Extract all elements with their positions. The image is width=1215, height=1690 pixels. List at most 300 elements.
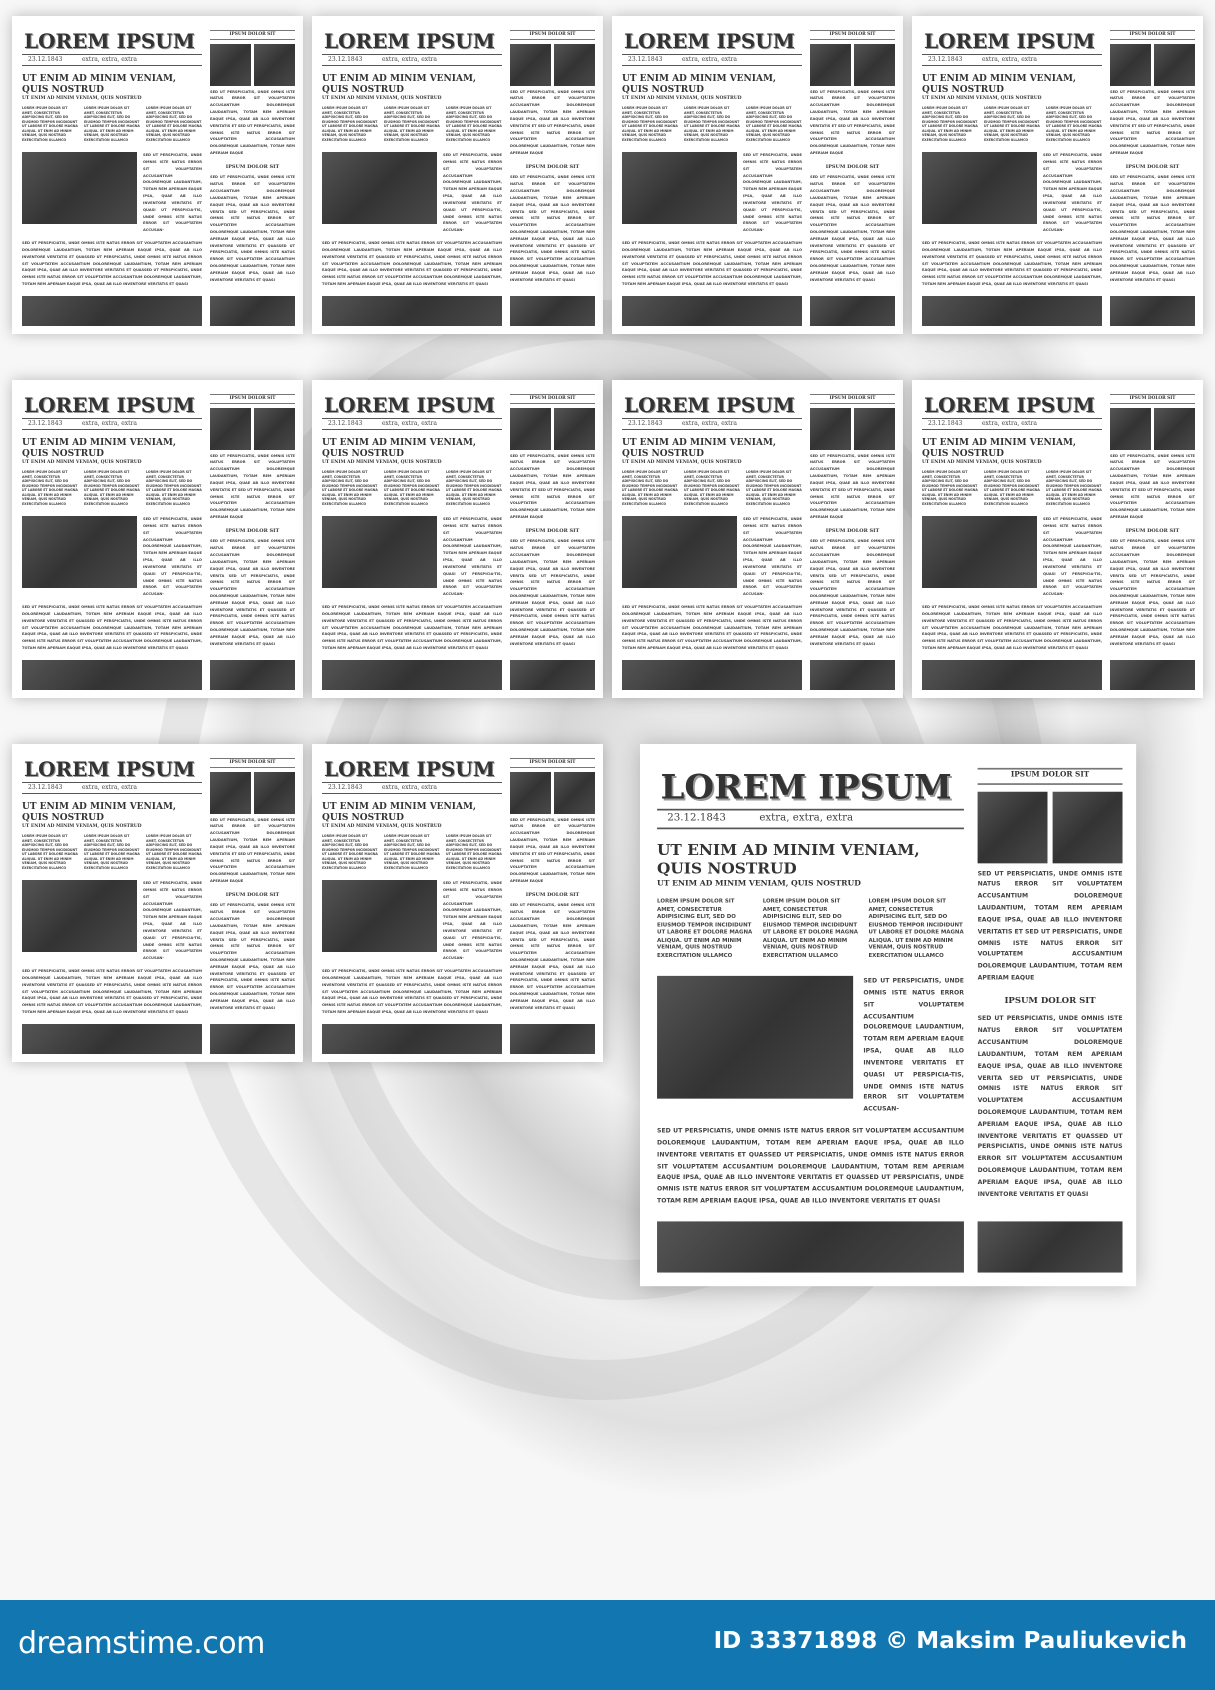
intro-columns [622, 470, 802, 506]
photo-row [922, 516, 1102, 598]
photo-placeholder [210, 44, 251, 86]
side-text: SED UT PERSPICIATIS, UNDE OMNIS ISTE NATUS ERROR SIT VOLUPTATEM ACCUSANTIUM DOLOREMQUE LAUDANTIUM, TOTAM REM APERIAM EAQUE IPSA, QUAE AB ILLO INVENTORE VERITATIS ET QUASI UT PERSPICIA-TIS, UNDE OMNIS ISTE NATUS ERROR SIT VOLUPTATEM ACCUSAN- [1043, 517, 1102, 597]
subhead: UT ENIM AD MINIM VENIAM, QUIS NOSTRUD [322, 460, 442, 466]
dateline [322, 782, 502, 794]
intro-text: LOREM IPSUM DOLOR SIT AMET, CONSECTETUR ADIPISICING ELIT, SED DO EIUSMOD TEMPOR INCIDIDUNT UT LABORE ET DOLORE MAGNA ALIQUA. UT ENIM AD MINIM VENIAM, QUIS NOSTRUD EXERCITATION ULLAMCO [446, 106, 502, 142]
photo-placeholder [854, 44, 895, 86]
photo-row [22, 152, 202, 234]
photo-row [322, 152, 502, 234]
photo-row [622, 516, 802, 598]
spacer [922, 652, 1102, 660]
intro-text: LOREM IPSUM DOLOR SIT AMET, CONSECTETUR ADIPISICING ELIT, SED DO EIUSMOD TEMPOR INCIDIDUNT UT LABORE ET DOLORE MAGNA ALIQUA. UT ENIM AD MINIM VENIAM, QUIS NOSTRUD EXERCITATION ULLAMCO [984, 470, 1040, 506]
photo-placeholder [1154, 44, 1195, 86]
intro-text: LOREM IPSUM DOLOR SIT AMET, CONSECTETUR ADIPISICING ELIT, SED DO EIUSMOD TEMPOR INCIDIDUNT UT LABORE ET DOLORE MAGNA ALIQUA. UT ENIM AD MINIM VENIAM, QUIS NOSTRUD EXERCITATION ULLAMCO [657, 897, 753, 959]
subhead: UT ENIM AD MINIM VENIAM, QUIS NOSTRUD [622, 460, 742, 466]
intro-text: LOREM IPSUM DOLOR SIT AMET, CONSECTETUR ADIPISICING ELIT, SED DO EIUSMOD TEMPOR INCIDIDUNT UT LABORE ET DOLORE MAGNA ALIQUA. UT ENIM AD MINIM VENIAM, QUIS NOSTRUD EXERCITATION ULLAMCO [684, 106, 740, 142]
intro-text: LOREM IPSUM DOLOR SIT AMET, CONSECTETUR ADIPISICING ELIT, SED DO EIUSMOD TEMPOR INCIDIDUNT UT LABORE ET DOLORE MAGNA ALIQUA. UT ENIM AD MINIM VENIAM, QUIS NOSTRUD EXERCITATION ULLAMCO [762, 897, 858, 959]
dateline [322, 418, 502, 430]
newspaper-page [312, 16, 603, 334]
intro-columns [22, 106, 202, 142]
sidebar-title: IPSUM DOLOR SIT [510, 758, 595, 768]
dateline [922, 418, 1102, 430]
intro-columns [622, 106, 802, 142]
side-text: SED UT PERSPICIATIS, UNDE OMNIS ISTE NATUS ERROR SIT VOLUPTATEM ACCUSANTIUM DOLOREMQUE LAUDANTIUM, TOTAM REM APERIAM EAQUE IPSA, QUAE AB ILLO INVENTORE VERITATIS ET QUASI UT PERSPICIA-TIS, UNDE OMNIS ISTE NATUS ERROR SIT VOLUPTATEM ACCUSAN- [443, 881, 502, 961]
sidebar-text: SED UT PERSPICIATIS, UNDE OMNIS ISTE NATUS ERROR SIT VOLUPTATEM ACCUSANTIUM DOLOREMQUE LAUDANTIUM, TOTAM REM APERIAM EAQUE IPSA, QUAE AB ILLO INVENTORE VERITATIS ET SED UT PERSPICIATIS, UNDE OMNIS ISTE NATUS ERROR SIT VOLUPTATEM ACCUSANTIUM DOLOREMQUE LAUDANTIUM, TOTAM REM APERIAM EAQUE [210, 453, 295, 520]
spacer [510, 648, 595, 656]
sidebar-title: IPSUM DOLOR SIT [525, 163, 580, 170]
tagline: extra, extra, extra [982, 56, 1038, 63]
intro-columns [322, 106, 502, 142]
sidebar-photos [510, 408, 595, 450]
sidebar-column [210, 394, 295, 690]
sidebar-column [1110, 394, 1195, 690]
photo-placeholder [1110, 44, 1151, 86]
photo-placeholder [254, 44, 295, 86]
sidebar-photos [1110, 408, 1195, 450]
masthead: LOREM IPSUM [924, 393, 1095, 417]
bottom-photo-placeholder [22, 296, 202, 326]
sidebar-photos [210, 772, 295, 814]
tagline: extra, extra, extra [682, 56, 738, 63]
sidebar-title: IPSUM DOLOR SIT [978, 768, 1123, 784]
intro-columns [322, 470, 502, 506]
side-text: SED UT PERSPICIATIS, UNDE OMNIS ISTE NATUS ERROR SIT VOLUPTATEM ACCUSANTIUM DOLOREMQUE LAUDANTIUM, TOTAM REM APERIAM EAQUE IPSA, QUAE AB ILLO INVENTORE VERITATIS ET QUASI UT PERSPICIA-TIS, UNDE OMNIS ISTE NATUS ERROR SIT VOLUPTATEM ACCUSAN- [743, 517, 802, 597]
sidebar-title: IPSUM DOLOR SIT [225, 163, 280, 170]
photo-placeholder [254, 408, 295, 450]
newspaper-page [612, 380, 903, 698]
headline: UT ENIM AD MINIM VENIAM, QUIS NOSTRUD [922, 73, 1077, 95]
photo-placeholder [810, 44, 851, 86]
intro-text: LOREM IPSUM DOLOR SIT AMET, CONSECTETUR ADIPISICING ELIT, SED DO EIUSMOD TEMPOR INCIDIDUNT UT LABORE ET DOLORE MAGNA ALIQUA. UT ENIM AD MINIM VENIAM, QUIS NOSTRUD EXERCITATION ULLAMCO [1046, 470, 1102, 506]
headline: UT ENIM AD MINIM VENIAM, QUIS NOSTRUD [322, 437, 477, 459]
tagline: extra, extra, extra [382, 784, 438, 791]
photo-row [322, 880, 502, 962]
spacer [322, 1016, 502, 1024]
bottom-photo-placeholder [978, 1221, 1123, 1272]
dateline [22, 418, 202, 430]
sidebar-photos [810, 44, 895, 86]
photo-placeholder [1110, 408, 1151, 450]
headline: UT ENIM AD MINIM VENIAM, QUIS NOSTRUD [22, 73, 177, 95]
bottom-photo-placeholder [22, 660, 202, 690]
tagline: extra, extra, extra [82, 56, 138, 63]
sidebar-text: SED UT PERSPICIATIS, UNDE OMNIS ISTE NATUS ERROR SIT VOLUPTATEM ACCUSANTIUM DOLOREMQUE LAUDANTIUM, TOTAM REM APERIAM EAQUE IPSA, QUAE AB ILLO INVENTORE VERITA SED UT PERSPICIATIS, UNDE OMNIS ISTE NATUS ERROR SIT VOLUPTATEM ACCUSANTIUM DOLOREMQUE LAUDANTIUM, TOTAM REM APERIAM EAQUE IPSA, QUAE AB ILLO INVENTORE VERITATIS ET QUASSED UT PERSPICIATIS, UNDE OMNIS ISTE NATUS ERROR SIT VOLUPTATEM ACCUSANTIUM DOLOREMQUE LAUDANTIUM, TOTAM REM APERIAM EAQUE IPSA, QUAE AB ILLO INVENTORE VERITATIS ET QUASI [510, 903, 595, 1010]
sidebar-title: IPSUM DOLOR SIT [1110, 30, 1195, 40]
photo-row [922, 152, 1102, 234]
sidebar-title: IPSUM DOLOR SIT [825, 163, 880, 170]
sidebar-title: IPSUM DOLOR SIT [810, 394, 895, 404]
side-text: SED UT PERSPICIATIS, UNDE OMNIS ISTE NATUS ERROR SIT VOLUPTATEM ACCUSANTIUM DOLOREMQUE LAUDANTIUM, TOTAM REM APERIAM EAQUE IPSA, QUAE AB ILLO INVENTORE VERITATIS ET QUASI UT PERSPICIA-TIS, UNDE OMNIS ISTE NATUS ERROR SIT VOLUPTATEM ACCUSAN- [443, 153, 502, 233]
newspaper-page [312, 380, 603, 698]
intro-text: LOREM IPSUM DOLOR SIT AMET, CONSECTETUR ADIPISICING ELIT, SED DO EIUSMOD TEMPOR INCIDIDUNT UT LABORE ET DOLORE MAGNA ALIQUA. UT ENIM AD MINIM VENIAM, QUIS NOSTRUD EXERCITATION ULLAMCO [446, 470, 502, 506]
sidebar-photos [210, 44, 295, 86]
tagline: extra, extra, extra [682, 420, 738, 427]
masthead: LOREM IPSUM [24, 393, 195, 417]
body-text: SED UT PERSPICIATIS, UNDE OMNIS ISTE NATUS ERROR SIT VOLUPTATEM ACCUSANTIUM DOLOREMQUE LAUDANTIUM, TOTAM REM APERIAM EAQUE IPSA, QUAE AB ILLO INVENTORE VERITATIS ET QUASSED UT PERSPICIATIS, UNDE OMNIS ISTE NATUS ERROR SIT VOLUPTATEM ACCUSANTIUM DOLOREMQUE LAUDANTIUM, TOTAM REM APERIAM EAQUE IPSA, QUAE AB ILLO INVENTORE VERITATIS ET QUASSED UT PERSPICIATIS, UNDE OMNIS ISTE NATUS ERROR SIT VOLUPTATEM ACCUSANTIUM DOLOREMQUE LAUDANTIUM, TOTAM REM APERIAM EAQUE IPSA, QUAE AB ILLO INVENTORE VERITATIS ET QUASI [322, 605, 502, 651]
sidebar-text: SED UT PERSPICIATIS, UNDE OMNIS ISTE NATUS ERROR SIT VOLUPTATEM ACCUSANTIUM DOLOREMQUE LAUDANTIUM, TOTAM REM APERIAM EAQUE IPSA, QUAE AB ILLO INVENTORE VERITA SED UT PERSPICIATIS, UNDE OMNIS ISTE NATUS ERROR SIT VOLUPTATEM ACCUSANTIUM DOLOREMQUE LAUDANTIUM, TOTAM REM APERIAM EAQUE IPSA, QUAE AB ILLO INVENTORE VERITATIS ET QUASSED UT PERSPICIATIS, UNDE OMNIS ISTE NATUS ERROR SIT VOLUPTATEM ACCUSANTIUM DOLOREMQUE LAUDANTIUM, TOTAM REM APERIAM EAQUE IPSA, QUAE AB ILLO INVENTORE VERITATIS ET QUASI [210, 903, 295, 1010]
bottom-photo-placeholder [810, 660, 895, 690]
sidebar-text: SED UT PERSPICIATIS, UNDE OMNIS ISTE NATUS ERROR SIT VOLUPTATEM ACCUSANTIUM DOLOREMQUE LAUDANTIUM, TOTAM REM APERIAM EAQUE IPSA, QUAE AB ILLO INVENTORE VERITA SED UT PERSPICIATIS, UNDE OMNIS ISTE NATUS ERROR SIT VOLUPTATEM ACCUSANTIUM DOLOREMQUE LAUDANTIUM, TOTAM REM APERIAM EAQUE IPSA, QUAE AB ILLO INVENTORE VERITATIS ET QUASSED UT PERSPICIATIS, UNDE OMNIS ISTE NATUS ERROR SIT VOLUPTATEM ACCUSANTIUM DOLOREMQUE LAUDANTIUM, TOTAM REM APERIAM EAQUE IPSA, QUAE AB ILLO INVENTORE VERITATIS ET QUASI [1110, 539, 1195, 646]
issue-date: 23.12.1843 [628, 420, 663, 427]
tagline: extra, extra, extra [82, 420, 138, 427]
sidebar-title: IPSUM DOLOR SIT [210, 30, 295, 40]
bottom-photo-placeholder [322, 1024, 502, 1054]
photo-placeholder [510, 772, 551, 814]
photo-placeholder [322, 152, 437, 224]
sidebar-column [210, 30, 295, 326]
photo-placeholder [854, 408, 895, 450]
photo-row [322, 516, 502, 598]
sidebar-title: IPSUM DOLOR SIT [510, 30, 595, 40]
photo-placeholder [510, 44, 551, 86]
subhead: UT ENIM AD MINIM VENIAM, QUIS NOSTRUD [22, 824, 142, 830]
intro-text: LOREM IPSUM DOLOR SIT AMET, CONSECTETUR ADIPISICING ELIT, SED DO EIUSMOD TEMPOR INCIDIDUNT UT LABORE ET DOLORE MAGNA ALIQUA. UT ENIM AD MINIM VENIAM, QUIS NOSTRUD EXERCITATION ULLAMCO [146, 106, 202, 142]
sidebar-photos [1110, 44, 1195, 86]
newspaper-page [912, 380, 1203, 698]
spacer [810, 284, 895, 292]
spacer [1110, 284, 1195, 292]
sidebar-text: SED UT PERSPICIATIS, UNDE OMNIS ISTE NATUS ERROR SIT VOLUPTATEM ACCUSANTIUM DOLOREMQUE LAUDANTIUM, TOTAM REM APERIAM EAQUE IPSA, QUAE AB ILLO INVENTORE VERITATIS ET SED UT PERSPICIATIS, UNDE OMNIS ISTE NATUS ERROR SIT VOLUPTATEM ACCUSANTIUM DOLOREMQUE LAUDANTIUM, TOTAM REM APERIAM EAQUE [510, 453, 595, 520]
photo-placeholder [22, 152, 137, 224]
dateline [657, 809, 964, 829]
bottom-photo-placeholder [622, 296, 802, 326]
intro-text: LOREM IPSUM DOLOR SIT AMET, CONSECTETUR ADIPISICING ELIT, SED DO EIUSMOD TEMPOR INCIDIDUNT UT LABORE ET DOLORE MAGNA ALIQUA. UT ENIM AD MINIM VENIAM, QUIS NOSTRUD EXERCITATION ULLAMCO [322, 834, 378, 870]
main-column [322, 394, 502, 690]
body-text: SED UT PERSPICIATIS, UNDE OMNIS ISTE NATUS ERROR SIT VOLUPTATEM ACCUSANTIUM DOLOREMQUE LAUDANTIUM, TOTAM REM APERIAM EAQUE IPSA, QUAE AB ILLO INVENTORE VERITATIS ET QUASSED UT PERSPICIATIS, UNDE OMNIS ISTE NATUS ERROR SIT VOLUPTATEM ACCUSANTIUM DOLOREMQUE LAUDANTIUM, TOTAM REM APERIAM EAQUE IPSA, QUAE AB ILLO INVENTORE VERITATIS ET QUASSED UT PERSPICIATIS, UNDE OMNIS ISTE NATUS ERROR SIT VOLUPTATEM ACCUSANTIUM DOLOREMQUE LAUDANTIUM, TOTAM REM APERIAM EAQUE IPSA, QUAE AB ILLO INVENTORE VERITATIS ET QUASI [22, 241, 202, 287]
spacer [810, 648, 895, 656]
sidebar-title: IPSUM DOLOR SIT [1110, 394, 1195, 404]
tagline: extra, extra, extra [982, 420, 1038, 427]
bottom-photo-placeholder [510, 660, 595, 690]
spacer [622, 652, 802, 660]
bottom-photo-placeholder [510, 1024, 595, 1054]
sidebar-column [810, 394, 895, 690]
photo-placeholder [810, 408, 851, 450]
intro-text: LOREM IPSUM DOLOR SIT AMET, CONSECTETUR ADIPISICING ELIT, SED DO EIUSMOD TEMPOR INCIDIDUNT UT LABORE ET DOLORE MAGNA ALIQUA. UT ENIM AD MINIM VENIAM, QUIS NOSTRUD EXERCITATION ULLAMCO [622, 470, 678, 506]
headline: UT ENIM AD MINIM VENIAM, QUIS NOSTRUD [622, 73, 777, 95]
main-column [22, 394, 202, 690]
photo-placeholder [510, 408, 551, 450]
intro-text: LOREM IPSUM DOLOR SIT AMET, CONSECTETUR ADIPISICING ELIT, SED DO EIUSMOD TEMPOR INCIDIDUNT UT LABORE ET DOLORE MAGNA ALIQUA. UT ENIM AD MINIM VENIAM, QUIS NOSTRUD EXERCITATION ULLAMCO [384, 834, 440, 870]
photo-row [622, 152, 802, 234]
photo-placeholder [210, 772, 251, 814]
sidebar-text: SED UT PERSPICIATIS, UNDE OMNIS ISTE NATUS ERROR SIT VOLUPTATEM ACCUSANTIUM DOLOREMQUE LAUDANTIUM, TOTAM REM APERIAM EAQUE IPSA, QUAE AB ILLO INVENTORE VERITA SED UT PERSPICIATIS, UNDE OMNIS ISTE NATUS ERROR SIT VOLUPTATEM ACCUSANTIUM DOLOREMQUE LAUDANTIUM, TOTAM REM APERIAM EAQUE IPSA, QUAE AB ILLO INVENTORE VERITATIS ET QUASSED UT PERSPICIATIS, UNDE OMNIS ISTE NATUS ERROR SIT VOLUPTATEM ACCUSANTIUM DOLOREMQUE LAUDANTIUM, TOTAM REM APERIAM EAQUE IPSA, QUAE AB ILLO INVENTORE VERITATIS ET QUASI [510, 539, 595, 646]
sidebar-text: SED UT PERSPICIATIS, UNDE OMNIS ISTE NATUS ERROR SIT VOLUPTATEM ACCUSANTIUM DOLOREMQUE LAUDANTIUM, TOTAM REM APERIAM EAQUE IPSA, QUAE AB ILLO INVENTORE VERITA SED UT PERSPICIATIS, UNDE OMNIS ISTE NATUS ERROR SIT VOLUPTATEM ACCUSANTIUM DOLOREMQUE LAUDANTIUM, TOTAM REM APERIAM EAQUE IPSA, QUAE AB ILLO INVENTORE VERITATIS ET QUASSED UT PERSPICIATIS, UNDE OMNIS ISTE NATUS ERROR SIT VOLUPTATEM ACCUSANTIUM DOLOREMQUE LAUDANTIUM, TOTAM REM APERIAM EAQUE IPSA, QUAE AB ILLO INVENTORE VERITATIS ET QUASI [510, 175, 595, 282]
newspaper-page [12, 16, 303, 334]
bottom-photo-placeholder [657, 1221, 964, 1272]
photo-placeholder [210, 408, 251, 450]
intro-columns [322, 834, 502, 870]
photo-placeholder [622, 152, 737, 224]
spacer [322, 652, 502, 660]
sidebar-title: IPSUM DOLOR SIT [1125, 527, 1180, 534]
photo-placeholder [22, 880, 137, 952]
spacer [210, 284, 295, 292]
sidebar-title: IPSUM DOLOR SIT [510, 394, 595, 404]
sidebar-column [510, 394, 595, 690]
bottom-photo-placeholder [210, 660, 295, 690]
issue-date: 23.12.1843 [328, 420, 363, 427]
subhead: UT ENIM AD MINIM VENIAM, QUIS NOSTRUD [22, 96, 142, 102]
intro-text: LOREM IPSUM DOLOR SIT AMET, CONSECTETUR ADIPISICING ELIT, SED DO EIUSMOD TEMPOR INCIDIDUNT UT LABORE ET DOLORE MAGNA ALIQUA. UT ENIM AD MINIM VENIAM, QUIS NOSTRUD EXERCITATION ULLAMCO [746, 470, 802, 506]
spacer [22, 288, 202, 296]
sidebar-text: SED UT PERSPICIATIS, UNDE OMNIS ISTE NATUS ERROR SIT VOLUPTATEM ACCUSANTIUM DOLOREMQUE LAUDANTIUM, TOTAM REM APERIAM EAQUE IPSA, QUAE AB ILLO INVENTORE VERITA SED UT PERSPICIATIS, UNDE OMNIS ISTE NATUS ERROR SIT VOLUPTATEM ACCUSANTIUM DOLOREMQUE LAUDANTIUM, TOTAM REM APERIAM EAQUE IPSA, QUAE AB ILLO INVENTORE VERITATIS ET QUASSED UT PERSPICIATIS, UNDE OMNIS ISTE NATUS ERROR SIT VOLUPTATEM ACCUSANTIUM DOLOREMQUE LAUDANTIUM, TOTAM REM APERIAM EAQUE IPSA, QUAE AB ILLO INVENTORE VERITATIS ET QUASI [810, 175, 895, 282]
newspaper-page [12, 380, 303, 698]
issue-date: 23.12.1843 [28, 420, 63, 427]
headline: UT ENIM AD MINIM VENIAM, QUIS NOSTRUD [22, 801, 177, 823]
side-text: SED UT PERSPICIATIS, UNDE OMNIS ISTE NATUS ERROR SIT VOLUPTATEM ACCUSANTIUM DOLOREMQUE LAUDANTIUM, TOTAM REM APERIAM EAQUE IPSA, QUAE AB ILLO INVENTORE VERITATIS ET QUASI UT PERSPICIA-TIS, UNDE OMNIS ISTE NATUS ERROR SIT VOLUPTATEM ACCUSAN- [143, 881, 202, 961]
sidebar-title: IPSUM DOLOR SIT [1004, 996, 1096, 1007]
bottom-photo-placeholder [1110, 296, 1195, 326]
subhead: UT ENIM AD MINIM VENIAM, QUIS NOSTRUD [22, 460, 142, 466]
headline: UT ENIM AD MINIM VENIAM, QUIS NOSTRUD [322, 801, 477, 823]
bottom-photo-placeholder [922, 660, 1102, 690]
main-column [657, 768, 964, 1272]
photo-row [22, 516, 202, 598]
image-credit: ID 33371898 © Maksim Pauliukevich [713, 1628, 1187, 1654]
body-text: SED UT PERSPICIATIS, UNDE OMNIS ISTE NATUS ERROR SIT VOLUPTATEM ACCUSANTIUM DOLOREMQUE LAUDANTIUM, TOTAM REM APERIAM EAQUE IPSA, QUAE AB ILLO INVENTORE VERITATIS ET QUASSED UT PERSPICIATIS, UNDE OMNIS ISTE NATUS ERROR SIT VOLUPTATEM ACCUSANTIUM DOLOREMQUE LAUDANTIUM, TOTAM REM APERIAM EAQUE IPSA, QUAE AB ILLO INVENTORE VERITATIS ET QUASSED UT PERSPICIATIS, UNDE OMNIS ISTE NATUS ERROR SIT VOLUPTATEM ACCUSANTIUM DOLOREMQUE LAUDANTIUM, TOTAM REM APERIAM EAQUE IPSA, QUAE AB ILLO INVENTORE VERITATIS ET QUASI [22, 969, 202, 1015]
spacer [1110, 648, 1195, 656]
spacer [510, 284, 595, 292]
tagline: extra, extra, extra [382, 56, 438, 63]
photo-placeholder [554, 772, 595, 814]
sidebar-text: SED UT PERSPICIATIS, UNDE OMNIS ISTE NATUS ERROR SIT VOLUPTATEM ACCUSANTIUM DOLOREMQUE LAUDANTIUM, TOTAM REM APERIAM EAQUE IPSA, QUAE AB ILLO INVENTORE VERITATIS ET SED UT PERSPICIATIS, UNDE OMNIS ISTE NATUS ERROR SIT VOLUPTATEM ACCUSANTIUM DOLOREMQUE LAUDANTIUM, TOTAM REM APERIAM EAQUE [210, 89, 295, 156]
dateline [22, 54, 202, 66]
photo-placeholder [322, 880, 437, 952]
intro-text: LOREM IPSUM DOLOR SIT AMET, CONSECTETUR ADIPISICING ELIT, SED DO EIUSMOD TEMPOR INCIDIDUNT UT LABORE ET DOLORE MAGNA ALIQUA. UT ENIM AD MINIM VENIAM, QUIS NOSTRUD EXERCITATION ULLAMCO [146, 470, 202, 506]
sidebar-text: SED UT PERSPICIATIS, UNDE OMNIS ISTE NATUS ERROR SIT VOLUPTATEM ACCUSANTIUM DOLOREMQUE LAUDANTIUM, TOTAM REM APERIAM EAQUE IPSA, QUAE AB ILLO INVENTORE VERITATIS ET SED UT PERSPICIATIS, UNDE OMNIS ISTE NATUS ERROR SIT VOLUPTATEM ACCUSANTIUM DOLOREMQUE LAUDANTIUM, TOTAM REM APERIAM EAQUE [1110, 89, 1195, 156]
dateline [622, 418, 802, 430]
sidebar-title: IPSUM DOLOR SIT [810, 30, 895, 40]
subhead: UT ENIM AD MINIM VENIAM, QUIS NOSTRUD [922, 460, 1042, 466]
intro-columns [22, 834, 202, 870]
body-text: SED UT PERSPICIATIS, UNDE OMNIS ISTE NATUS ERROR SIT VOLUPTATEM ACCUSANTIUM DOLOREMQUE LAUDANTIUM, TOTAM REM APERIAM EAQUE IPSA, QUAE AB ILLO INVENTORE VERITATIS ET QUASSED UT PERSPICIATIS, UNDE OMNIS ISTE NATUS ERROR SIT VOLUPTATEM ACCUSANTIUM DOLOREMQUE LAUDANTIUM, TOTAM REM APERIAM EAQUE IPSA, QUAE AB ILLO INVENTORE VERITATIS ET QUASSED UT PERSPICIATIS, UNDE OMNIS ISTE NATUS ERROR SIT VOLUPTATEM ACCUSANTIUM DOLOREMQUE LAUDANTIUM, TOTAM REM APERIAM EAQUE IPSA, QUAE AB ILLO INVENTORE VERITATIS ET QUASI [322, 241, 502, 287]
intro-text: LOREM IPSUM DOLOR SIT AMET, CONSECTETUR ADIPISICING ELIT, SED DO EIUSMOD TEMPOR INCIDIDUNT UT LABORE ET DOLORE MAGNA ALIQUA. UT ENIM AD MINIM VENIAM, QUIS NOSTRUD EXERCITATION ULLAMCO [84, 106, 140, 142]
tagline: extra, extra, extra [82, 784, 138, 791]
intro-columns [922, 106, 1102, 142]
sidebar-title: IPSUM DOLOR SIT [225, 527, 280, 534]
masthead: LOREM IPSUM [324, 393, 495, 417]
masthead: LOREM IPSUM [324, 29, 495, 53]
issue-date: 23.12.1843 [628, 56, 663, 63]
intro-columns [922, 470, 1102, 506]
spacer [22, 1016, 202, 1024]
newspaper-page [312, 744, 603, 1062]
issue-date: 23.12.1843 [667, 812, 726, 825]
sidebar-column [510, 30, 595, 326]
tagline: extra, extra, extra [382, 420, 438, 427]
sidebar-text: SED UT PERSPICIATIS, UNDE OMNIS ISTE NATUS ERROR SIT VOLUPTATEM ACCUSANTIUM DOLOREMQUE LAUDANTIUM, TOTAM REM APERIAM EAQUE IPSA, QUAE AB ILLO INVENTORE VERITA SED UT PERSPICIATIS, UNDE OMNIS ISTE NATUS ERROR SIT VOLUPTATEM ACCUSANTIUM DOLOREMQUE LAUDANTIUM, TOTAM REM APERIAM EAQUE IPSA, QUAE AB ILLO INVENTORE VERITATIS ET QUASSED UT PERSPICIATIS, UNDE OMNIS ISTE NATUS ERROR SIT VOLUPTATEM ACCUSANTIUM DOLOREMQUE LAUDANTIUM, TOTAM REM APERIAM EAQUE IPSA, QUAE AB ILLO INVENTORE VERITATIS ET QUASI [210, 175, 295, 282]
intro-text: LOREM IPSUM DOLOR SIT AMET, CONSECTETUR ADIPISICING ELIT, SED DO EIUSMOD TEMPOR INCIDIDUNT UT LABORE ET DOLORE MAGNA ALIQUA. UT ENIM AD MINIM VENIAM, QUIS NOSTRUD EXERCITATION ULLAMCO [322, 470, 378, 506]
subhead: UT ENIM AD MINIM VENIAM, QUIS NOSTRUD [322, 96, 442, 102]
issue-date: 23.12.1843 [928, 56, 963, 63]
photo-placeholder [657, 976, 853, 1099]
main-column [922, 394, 1102, 690]
sidebar-column [210, 758, 295, 1054]
intro-text: LOREM IPSUM DOLOR SIT AMET, CONSECTETUR ADIPISICING ELIT, SED DO EIUSMOD TEMPOR INCIDIDUNT UT LABORE ET DOLORE MAGNA ALIQUA. UT ENIM AD MINIM VENIAM, QUIS NOSTRUD EXERCITATION ULLAMCO [922, 106, 978, 142]
intro-text: LOREM IPSUM DOLOR SIT AMET, CONSECTETUR ADIPISICING ELIT, SED DO EIUSMOD TEMPOR INCIDIDUNT UT LABORE ET DOLORE MAGNA ALIQUA. UT ENIM AD MINIM VENIAM, QUIS NOSTRUD EXERCITATION ULLAMCO [922, 470, 978, 506]
issue-date: 23.12.1843 [928, 420, 963, 427]
sidebar-title: IPSUM DOLOR SIT [210, 394, 295, 404]
intro-text: LOREM IPSUM DOLOR SIT AMET, CONSECTETUR ADIPISICING ELIT, SED DO EIUSMOD TEMPOR INCIDIDUNT UT LABORE ET DOLORE MAGNA ALIQUA. UT ENIM AD MINIM VENIAM, QUIS NOSTRUD EXERCITATION ULLAMCO [384, 470, 440, 506]
photo-placeholder [1053, 791, 1123, 863]
photo-placeholder [622, 516, 737, 588]
main-column [922, 30, 1102, 326]
spacer [622, 288, 802, 296]
sidebar-column [510, 758, 595, 1054]
intro-text: LOREM IPSUM DOLOR SIT AMET, CONSECTETUR ADIPISICING ELIT, SED DO EIUSMOD TEMPOR INCIDIDUNT UT LABORE ET DOLORE MAGNA ALIQUA. UT ENIM AD MINIM VENIAM, QUIS NOSTRUD EXERCITATION ULLAMCO [868, 897, 964, 959]
bottom-photo-placeholder [210, 296, 295, 326]
body-text: SED UT PERSPICIATIS, UNDE OMNIS ISTE NATUS ERROR SIT VOLUPTATEM ACCUSANTIUM DOLOREMQUE LAUDANTIUM, TOTAM REM APERIAM EAQUE IPSA, QUAE AB ILLO INVENTORE VERITATIS ET QUASSED UT PERSPICIATIS, UNDE OMNIS ISTE NATUS ERROR SIT VOLUPTATEM ACCUSANTIUM DOLOREMQUE LAUDANTIUM, TOTAM REM APERIAM EAQUE IPSA, QUAE AB ILLO INVENTORE VERITATIS ET QUASSED UT PERSPICIATIS, UNDE OMNIS ISTE NATUS ERROR SIT VOLUPTATEM ACCUSANTIUM DOLOREMQUE LAUDANTIUM, TOTAM REM APERIAM EAQUE IPSA, QUAE AB ILLO INVENTORE VERITATIS ET QUASI [622, 605, 802, 651]
sidebar-text: SED UT PERSPICIATIS, UNDE OMNIS ISTE NATUS ERROR SIT VOLUPTATEM ACCUSANTIUM DOLOREMQUE LAUDANTIUM, TOTAM REM APERIAM EAQUE IPSA, QUAE AB ILLO INVENTORE VERITATIS ET SED UT PERSPICIATIS, UNDE OMNIS ISTE NATUS ERROR SIT VOLUPTATEM ACCUSANTIUM DOLOREMQUE LAUDANTIUM, TOTAM REM APERIAM EAQUE [510, 817, 595, 884]
sidebar-photos [510, 772, 595, 814]
sidebar-text: SED UT PERSPICIATIS, UNDE OMNIS ISTE NATUS ERROR SIT VOLUPTATEM ACCUSANTIUM DOLOREMQUE LAUDANTIUM, TOTAM REM APERIAM EAQUE IPSA, QUAE AB ILLO INVENTORE VERITATIS ET SED UT PERSPICIATIS, UNDE OMNIS ISTE NATUS ERROR SIT VOLUPTATEM ACCUSANTIUM DOLOREMQUE LAUDANTIUM, TOTAM REM APERIAM EAQUE [977, 869, 1123, 982]
intro-text: LOREM IPSUM DOLOR SIT AMET, CONSECTETUR ADIPISICING ELIT, SED DO EIUSMOD TEMPOR INCIDIDUNT UT LABORE ET DOLORE MAGNA ALIQUA. UT ENIM AD MINIM VENIAM, QUIS NOSTRUD EXERCITATION ULLAMCO [146, 834, 202, 870]
side-text: SED UT PERSPICIATIS, UNDE OMNIS ISTE NATUS ERROR SIT VOLUPTATEM ACCUSANTIUM DOLOREMQUE LAUDANTIUM, TOTAM REM APERIAM EAQUE IPSA, QUAE AB ILLO INVENTORE VERITATIS ET QUASI UT PERSPICIA-TIS, UNDE OMNIS ISTE NATUS ERROR SIT VOLUPTATEM ACCUSAN- [143, 153, 202, 233]
intro-text: LOREM IPSUM DOLOR SIT AMET, CONSECTETUR ADIPISICING ELIT, SED DO EIUSMOD TEMPOR INCIDIDUNT UT LABORE ET DOLORE MAGNA ALIQUA. UT ENIM AD MINIM VENIAM, QUIS NOSTRUD EXERCITATION ULLAMCO [1046, 106, 1102, 142]
sidebar-text: SED UT PERSPICIATIS, UNDE OMNIS ISTE NATUS ERROR SIT VOLUPTATEM ACCUSANTIUM DOLOREMQUE LAUDANTIUM, TOTAM REM APERIAM EAQUE IPSA, QUAE AB ILLO INVENTORE VERITATIS ET SED UT PERSPICIATIS, UNDE OMNIS ISTE NATUS ERROR SIT VOLUPTATEM ACCUSANTIUM DOLOREMQUE LAUDANTIUM, TOTAM REM APERIAM EAQUE [210, 817, 295, 884]
photo-placeholder [1154, 408, 1195, 450]
bottom-photo-placeholder [322, 296, 502, 326]
sidebar-title: IPSUM DOLOR SIT [525, 527, 580, 534]
dateline [622, 54, 802, 66]
photo-placeholder [322, 516, 437, 588]
dateline [322, 54, 502, 66]
main-column [622, 30, 802, 326]
bottom-photo-placeholder [210, 1024, 295, 1054]
spacer [510, 1012, 595, 1020]
subhead: UT ENIM AD MINIM VENIAM, QUIS NOSTRUD [322, 824, 442, 830]
photo-placeholder [978, 791, 1048, 863]
bottom-photo-placeholder [1110, 660, 1195, 690]
bottom-photo-placeholder [922, 296, 1102, 326]
sidebar-text: SED UT PERSPICIATIS, UNDE OMNIS ISTE NATUS ERROR SIT VOLUPTATEM ACCUSANTIUM DOLOREMQUE LAUDANTIUM, TOTAM REM APERIAM EAQUE IPSA, QUAE AB ILLO INVENTORE VERITA SED UT PERSPICIATIS, UNDE OMNIS ISTE NATUS ERROR SIT VOLUPTATEM ACCUSANTIUM DOLOREMQUE LAUDANTIUM, TOTAM REM APERIAM EAQUE IPSA, QUAE AB ILLO INVENTORE VERITATIS ET QUASSED UT PERSPICIATIS, UNDE OMNIS ISTE NATUS ERROR SIT VOLUPTATEM ACCUSANTIUM DOLOREMQUE LAUDANTIUM, TOTAM REM APERIAM EAQUE IPSA, QUAE AB ILLO INVENTORE VERITATIS ET QUASI [810, 539, 895, 646]
sidebar-title: IPSUM DOLOR SIT [825, 527, 880, 534]
headline: UT ENIM AD MINIM VENIAM, QUIS NOSTRUD [622, 437, 777, 459]
side-text: SED UT PERSPICIATIS, UNDE OMNIS ISTE NATUS ERROR SIT VOLUPTATEM ACCUSANTIUM DOLOREMQUE LAUDANTIUM, TOTAM REM APERIAM EAQUE IPSA, QUAE AB ILLO INVENTORE VERITATIS ET QUASI UT PERSPICIA-TIS, UNDE OMNIS ISTE NATUS ERROR SIT VOLUPTATEM ACCUSAN- [863, 977, 964, 1113]
photo-placeholder [22, 516, 137, 588]
sidebar-text: SED UT PERSPICIATIS, UNDE OMNIS ISTE NATUS ERROR SIT VOLUPTATEM ACCUSANTIUM DOLOREMQUE LAUDANTIUM, TOTAM REM APERIAM EAQUE IPSA, QUAE AB ILLO INVENTORE VERITATIS ET SED UT PERSPICIATIS, UNDE OMNIS ISTE NATUS ERROR SIT VOLUPTATEM ACCUSANTIUM DOLOREMQUE LAUDANTIUM, TOTAM REM APERIAM EAQUE [810, 453, 895, 520]
main-column [22, 30, 202, 326]
spacer [978, 1200, 1123, 1214]
body-text: SED UT PERSPICIATIS, UNDE OMNIS ISTE NATUS ERROR SIT VOLUPTATEM ACCUSANTIUM DOLOREMQUE LAUDANTIUM, TOTAM REM APERIAM EAQUE IPSA, QUAE AB ILLO INVENTORE VERITATIS ET QUASSED UT PERSPICIATIS, UNDE OMNIS ISTE NATUS ERROR SIT VOLUPTATEM ACCUSANTIUM DOLOREMQUE LAUDANTIUM, TOTAM REM APERIAM EAQUE IPSA, QUAE AB ILLO INVENTORE VERITATIS ET QUASSED UT PERSPICIATIS, UNDE OMNIS ISTE NATUS ERROR SIT VOLUPTATEM ACCUSANTIUM DOLOREMQUE LAUDANTIUM, TOTAM REM APERIAM EAQUE IPSA, QUAE AB ILLO INVENTORE VERITATIS ET QUASI [322, 969, 502, 1015]
bottom-photo-placeholder [622, 660, 802, 690]
side-text: SED UT PERSPICIATIS, UNDE OMNIS ISTE NATUS ERROR SIT VOLUPTATEM ACCUSANTIUM DOLOREMQUE LAUDANTIUM, TOTAM REM APERIAM EAQUE IPSA, QUAE AB ILLO INVENTORE VERITATIS ET QUASI UT PERSPICIA-TIS, UNDE OMNIS ISTE NATUS ERROR SIT VOLUPTATEM ACCUSAN- [143, 517, 202, 597]
issue-date: 23.12.1843 [28, 784, 63, 791]
intro-text: LOREM IPSUM DOLOR SIT AMET, CONSECTETUR ADIPISICING ELIT, SED DO EIUSMOD TEMPOR INCIDIDUNT UT LABORE ET DOLORE MAGNA ALIQUA. UT ENIM AD MINIM VENIAM, QUIS NOSTRUD EXERCITATION ULLAMCO [684, 470, 740, 506]
intro-text: LOREM IPSUM DOLOR SIT AMET, CONSECTETUR ADIPISICING ELIT, SED DO EIUSMOD TEMPOR INCIDIDUNT UT LABORE ET DOLORE MAGNA ALIQUA. UT ENIM AD MINIM VENIAM, QUIS NOSTRUD EXERCITATION ULLAMCO [22, 106, 78, 142]
sidebar-title: IPSUM DOLOR SIT [210, 758, 295, 768]
sidebar-photos [978, 791, 1123, 863]
main-column [322, 758, 502, 1054]
subhead: UT ENIM AD MINIM VENIAM, QUIS NOSTRUD [922, 96, 1042, 102]
side-text: SED UT PERSPICIATIS, UNDE OMNIS ISTE NATUS ERROR SIT VOLUPTATEM ACCUSANTIUM DOLOREMQUE LAUDANTIUM, TOTAM REM APERIAM EAQUE IPSA, QUAE AB ILLO INVENTORE VERITATIS ET QUASI UT PERSPICIA-TIS, UNDE OMNIS ISTE NATUS ERROR SIT VOLUPTATEM ACCUSAN- [743, 153, 802, 233]
photo-row [657, 976, 964, 1116]
body-text: SED UT PERSPICIATIS, UNDE OMNIS ISTE NATUS ERROR SIT VOLUPTATEM ACCUSANTIUM DOLOREMQUE LAUDANTIUM, TOTAM REM APERIAM EAQUE IPSA, QUAE AB ILLO INVENTORE VERITATIS ET QUASSED UT PERSPICIATIS, UNDE OMNIS ISTE NATUS ERROR SIT VOLUPTATEM ACCUSANTIUM DOLOREMQUE LAUDANTIUM, TOTAM REM APERIAM EAQUE IPSA, QUAE AB ILLO INVENTORE VERITATIS ET QUASSED UT PERSPICIATIS, UNDE OMNIS ISTE NATUS ERROR SIT VOLUPTATEM ACCUSANTIUM DOLOREMQUE LAUDANTIUM, TOTAM REM APERIAM EAQUE IPSA, QUAE AB ILLO INVENTORE VERITATIS ET QUASI [922, 605, 1102, 651]
body-text: SED UT PERSPICIATIS, UNDE OMNIS ISTE NATUS ERROR SIT VOLUPTATEM ACCUSANTIUM DOLOREMQUE LAUDANTIUM, TOTAM REM APERIAM EAQUE IPSA, QUAE AB ILLO INVENTORE VERITATIS ET QUASSED UT PERSPICIATIS, UNDE OMNIS ISTE NATUS ERROR SIT VOLUPTATEM ACCUSANTIUM DOLOREMQUE LAUDANTIUM, TOTAM REM APERIAM EAQUE IPSA, QUAE AB ILLO INVENTORE VERITATIS ET QUASSED UT PERSPICIATIS, UNDE OMNIS ISTE NATUS ERROR SIT VOLUPTATEM ACCUSANTIUM DOLOREMQUE LAUDANTIUM, TOTAM REM APERIAM EAQUE IPSA, QUAE AB ILLO INVENTORE VERITATIS ET QUASI [22, 605, 202, 651]
dateline [922, 54, 1102, 66]
headline: UT ENIM AD MINIM VENIAM, QUIS NOSTRUD [657, 842, 920, 879]
spacer [322, 288, 502, 296]
dateline [22, 782, 202, 794]
headline: UT ENIM AD MINIM VENIAM, QUIS NOSTRUD [322, 73, 477, 95]
spacer [657, 1207, 964, 1221]
sidebar-text: SED UT PERSPICIATIS, UNDE OMNIS ISTE NATUS ERROR SIT VOLUPTATEM ACCUSANTIUM DOLOREMQUE LAUDANTIUM, TOTAM REM APERIAM EAQUE IPSA, QUAE AB ILLO INVENTORE VERITA SED UT PERSPICIATIS, UNDE OMNIS ISTE NATUS ERROR SIT VOLUPTATEM ACCUSANTIUM DOLOREMQUE LAUDANTIUM, TOTAM REM APERIAM EAQUE IPSA, QUAE AB ILLO INVENTORE VERITATIS ET QUASSED UT PERSPICIATIS, UNDE OMNIS ISTE NATUS ERROR SIT VOLUPTATEM ACCUSANTIUM DOLOREMQUE LAUDANTIUM, TOTAM REM APERIAM EAQUE IPSA, QUAE AB ILLO INVENTORE VERITATIS ET QUASI [977, 1015, 1123, 1198]
main-column [22, 758, 202, 1054]
sidebar-text: SED UT PERSPICIATIS, UNDE OMNIS ISTE NATUS ERROR SIT VOLUPTATEM ACCUSANTIUM DOLOREMQUE LAUDANTIUM, TOTAM REM APERIAM EAQUE IPSA, QUAE AB ILLO INVENTORE VERITATIS ET SED UT PERSPICIATIS, UNDE OMNIS ISTE NATUS ERROR SIT VOLUPTATEM ACCUSANTIUM DOLOREMQUE LAUDANTIUM, TOTAM REM APERIAM EAQUE [1110, 453, 1195, 520]
masthead: LOREM IPSUM [324, 757, 495, 781]
body-text: SED UT PERSPICIATIS, UNDE OMNIS ISTE NATUS ERROR SIT VOLUPTATEM ACCUSANTIUM DOLOREMQUE LAUDANTIUM, TOTAM REM APERIAM EAQUE IPSA, QUAE AB ILLO INVENTORE VERITATIS ET QUASSED UT PERSPICIATIS, UNDE OMNIS ISTE NATUS ERROR SIT VOLUPTATEM ACCUSANTIUM DOLOREMQUE LAUDANTIUM, TOTAM REM APERIAM EAQUE IPSA, QUAE AB ILLO INVENTORE VERITATIS ET QUASSED UT PERSPICIATIS, UNDE OMNIS ISTE NATUS ERROR SIT VOLUPTATEM ACCUSANTIUM DOLOREMQUE LAUDANTIUM, TOTAM REM APERIAM EAQUE IPSA, QUAE AB ILLO INVENTORE VERITATIS ET QUASI [922, 241, 1102, 287]
sidebar-title: IPSUM DOLOR SIT [525, 891, 580, 898]
intro-columns [22, 470, 202, 506]
sidebar-text: SED UT PERSPICIATIS, UNDE OMNIS ISTE NATUS ERROR SIT VOLUPTATEM ACCUSANTIUM DOLOREMQUE LAUDANTIUM, TOTAM REM APERIAM EAQUE IPSA, QUAE AB ILLO INVENTORE VERITATIS ET SED UT PERSPICIATIS, UNDE OMNIS ISTE NATUS ERROR SIT VOLUPTATEM ACCUSANTIUM DOLOREMQUE LAUDANTIUM, TOTAM REM APERIAM EAQUE [810, 89, 895, 156]
intro-text: LOREM IPSUM DOLOR SIT AMET, CONSECTETUR ADIPISICING ELIT, SED DO EIUSMOD TEMPOR INCIDIDUNT UT LABORE ET DOLORE MAGNA ALIQUA. UT ENIM AD MINIM VENIAM, QUIS NOSTRUD EXERCITATION ULLAMCO [984, 106, 1040, 142]
intro-text: LOREM IPSUM DOLOR SIT AMET, CONSECTETUR ADIPISICING ELIT, SED DO EIUSMOD TEMPOR INCIDIDUNT UT LABORE ET DOLORE MAGNA ALIQUA. UT ENIM AD MINIM VENIAM, QUIS NOSTRUD EXERCITATION ULLAMCO [384, 106, 440, 142]
newspaper-page [640, 744, 1136, 1286]
photo-row [22, 880, 202, 962]
subhead: UT ENIM AD MINIM VENIAM, QUIS NOSTRUD [657, 881, 861, 890]
intro-text: LOREM IPSUM DOLOR SIT AMET, CONSECTETUR ADIPISICING ELIT, SED DO EIUSMOD TEMPOR INCIDIDUNT UT LABORE ET DOLORE MAGNA ALIQUA. UT ENIM AD MINIM VENIAM, QUIS NOSTRUD EXERCITATION ULLAMCO [84, 834, 140, 870]
sidebar-title: IPSUM DOLOR SIT [1125, 163, 1180, 170]
footer-banner [0, 1600, 1215, 1690]
subhead: UT ENIM AD MINIM VENIAM, QUIS NOSTRUD [622, 96, 742, 102]
intro-text: LOREM IPSUM DOLOR SIT AMET, CONSECTETUR ADIPISICING ELIT, SED DO EIUSMOD TEMPOR INCIDIDUNT UT LABORE ET DOLORE MAGNA ALIQUA. UT ENIM AD MINIM VENIAM, QUIS NOSTRUD EXERCITATION ULLAMCO [22, 834, 78, 870]
headline: UT ENIM AD MINIM VENIAM, QUIS NOSTRUD [922, 437, 1077, 459]
tagline: extra, extra, extra [759, 812, 854, 825]
sidebar-photos [510, 44, 595, 86]
sidebar-text: SED UT PERSPICIATIS, UNDE OMNIS ISTE NATUS ERROR SIT VOLUPTATEM ACCUSANTIUM DOLOREMQUE LAUDANTIUM, TOTAM REM APERIAM EAQUE IPSA, QUAE AB ILLO INVENTORE VERITATIS ET SED UT PERSPICIATIS, UNDE OMNIS ISTE NATUS ERROR SIT VOLUPTATEM ACCUSANTIUM DOLOREMQUE LAUDANTIUM, TOTAM REM APERIAM EAQUE [510, 89, 595, 156]
masthead: LOREM IPSUM [24, 29, 195, 53]
masthead: LOREM IPSUM [924, 29, 1095, 53]
bottom-photo-placeholder [322, 660, 502, 690]
intro-text: LOREM IPSUM DOLOR SIT AMET, CONSECTETUR ADIPISICING ELIT, SED DO EIUSMOD TEMPOR INCIDIDUNT UT LABORE ET DOLORE MAGNA ALIQUA. UT ENIM AD MINIM VENIAM, QUIS NOSTRUD EXERCITATION ULLAMCO [322, 106, 378, 142]
bottom-photo-placeholder [510, 296, 595, 326]
sidebar-column [1110, 30, 1195, 326]
sidebar-title: IPSUM DOLOR SIT [225, 891, 280, 898]
main-column [622, 394, 802, 690]
dreamstime-logo[interactable]: dreamstime.com [18, 1626, 265, 1661]
masthead: LOREM IPSUM [624, 29, 795, 53]
intro-text: LOREM IPSUM DOLOR SIT AMET, CONSECTETUR ADIPISICING ELIT, SED DO EIUSMOD TEMPOR INCIDIDUNT UT LABORE ET DOLORE MAGNA ALIQUA. UT ENIM AD MINIM VENIAM, QUIS NOSTRUD EXERCITATION ULLAMCO [622, 106, 678, 142]
body-text: SED UT PERSPICIATIS, UNDE OMNIS ISTE NATUS ERROR SIT VOLUPTATEM ACCUSANTIUM DOLOREMQUE LAUDANTIUM, TOTAM REM APERIAM EAQUE IPSA, QUAE AB ILLO INVENTORE VERITATIS ET QUASSED UT PERSPICIATIS, UNDE OMNIS ISTE NATUS ERROR SIT VOLUPTATEM ACCUSANTIUM DOLOREMQUE LAUDANTIUM, TOTAM REM APERIAM EAQUE IPSA, QUAE AB ILLO INVENTORE VERITATIS ET QUASSED UT PERSPICIATIS, UNDE OMNIS ISTE NATUS ERROR SIT VOLUPTATEM ACCUSANTIUM DOLOREMQUE LAUDANTIUM, TOTAM REM APERIAM EAQUE IPSA, QUAE AB ILLO INVENTORE VERITATIS ET QUASI [657, 1127, 964, 1205]
spacer [922, 288, 1102, 296]
photo-placeholder [554, 44, 595, 86]
bottom-photo-placeholder [22, 1024, 202, 1054]
photo-placeholder [922, 516, 1037, 588]
intro-text: LOREM IPSUM DOLOR SIT AMET, CONSECTETUR ADIPISICING ELIT, SED DO EIUSMOD TEMPOR INCIDIDUNT UT LABORE ET DOLORE MAGNA ALIQUA. UT ENIM AD MINIM VENIAM, QUIS NOSTRUD EXERCITATION ULLAMCO [746, 106, 802, 142]
spacer [22, 652, 202, 660]
newspaper-page [12, 744, 303, 1062]
newspaper-page [612, 16, 903, 334]
newspaper-page [912, 16, 1203, 334]
photo-placeholder [554, 408, 595, 450]
sidebar-photos [210, 408, 295, 450]
issue-date: 23.12.1843 [328, 56, 363, 63]
intro-text: LOREM IPSUM DOLOR SIT AMET, CONSECTETUR ADIPISICING ELIT, SED DO EIUSMOD TEMPOR INCIDIDUNT UT LABORE ET DOLORE MAGNA ALIQUA. UT ENIM AD MINIM VENIAM, QUIS NOSTRUD EXERCITATION ULLAMCO [446, 834, 502, 870]
headline: UT ENIM AD MINIM VENIAM, QUIS NOSTRUD [22, 437, 177, 459]
spacer [210, 1012, 295, 1020]
sidebar-text: SED UT PERSPICIATIS, UNDE OMNIS ISTE NATUS ERROR SIT VOLUPTATEM ACCUSANTIUM DOLOREMQUE LAUDANTIUM, TOTAM REM APERIAM EAQUE IPSA, QUAE AB ILLO INVENTORE VERITA SED UT PERSPICIATIS, UNDE OMNIS ISTE NATUS ERROR SIT VOLUPTATEM ACCUSANTIUM DOLOREMQUE LAUDANTIUM, TOTAM REM APERIAM EAQUE IPSA, QUAE AB ILLO INVENTORE VERITATIS ET QUASSED UT PERSPICIATIS, UNDE OMNIS ISTE NATUS ERROR SIT VOLUPTATEM ACCUSANTIUM DOLOREMQUE LAUDANTIUM, TOTAM REM APERIAM EAQUE IPSA, QUAE AB ILLO INVENTORE VERITATIS ET QUASI [210, 539, 295, 646]
sidebar-column [810, 30, 895, 326]
masthead: LOREM IPSUM [624, 393, 795, 417]
spacer [210, 648, 295, 656]
photo-placeholder [254, 772, 295, 814]
intro-columns [657, 898, 964, 959]
bottom-photo-placeholder [810, 296, 895, 326]
intro-text: LOREM IPSUM DOLOR SIT AMET, CONSECTETUR ADIPISICING ELIT, SED DO EIUSMOD TEMPOR INCIDIDUNT UT LABORE ET DOLORE MAGNA ALIQUA. UT ENIM AD MINIM VENIAM, QUIS NOSTRUD EXERCITATION ULLAMCO [84, 470, 140, 506]
masthead: LOREM IPSUM [660, 766, 952, 808]
side-text: SED UT PERSPICIATIS, UNDE OMNIS ISTE NATUS ERROR SIT VOLUPTATEM ACCUSANTIUM DOLOREMQUE LAUDANTIUM, TOTAM REM APERIAM EAQUE IPSA, QUAE AB ILLO INVENTORE VERITATIS ET QUASI UT PERSPICIA-TIS, UNDE OMNIS ISTE NATUS ERROR SIT VOLUPTATEM ACCUSAN- [1043, 153, 1102, 233]
